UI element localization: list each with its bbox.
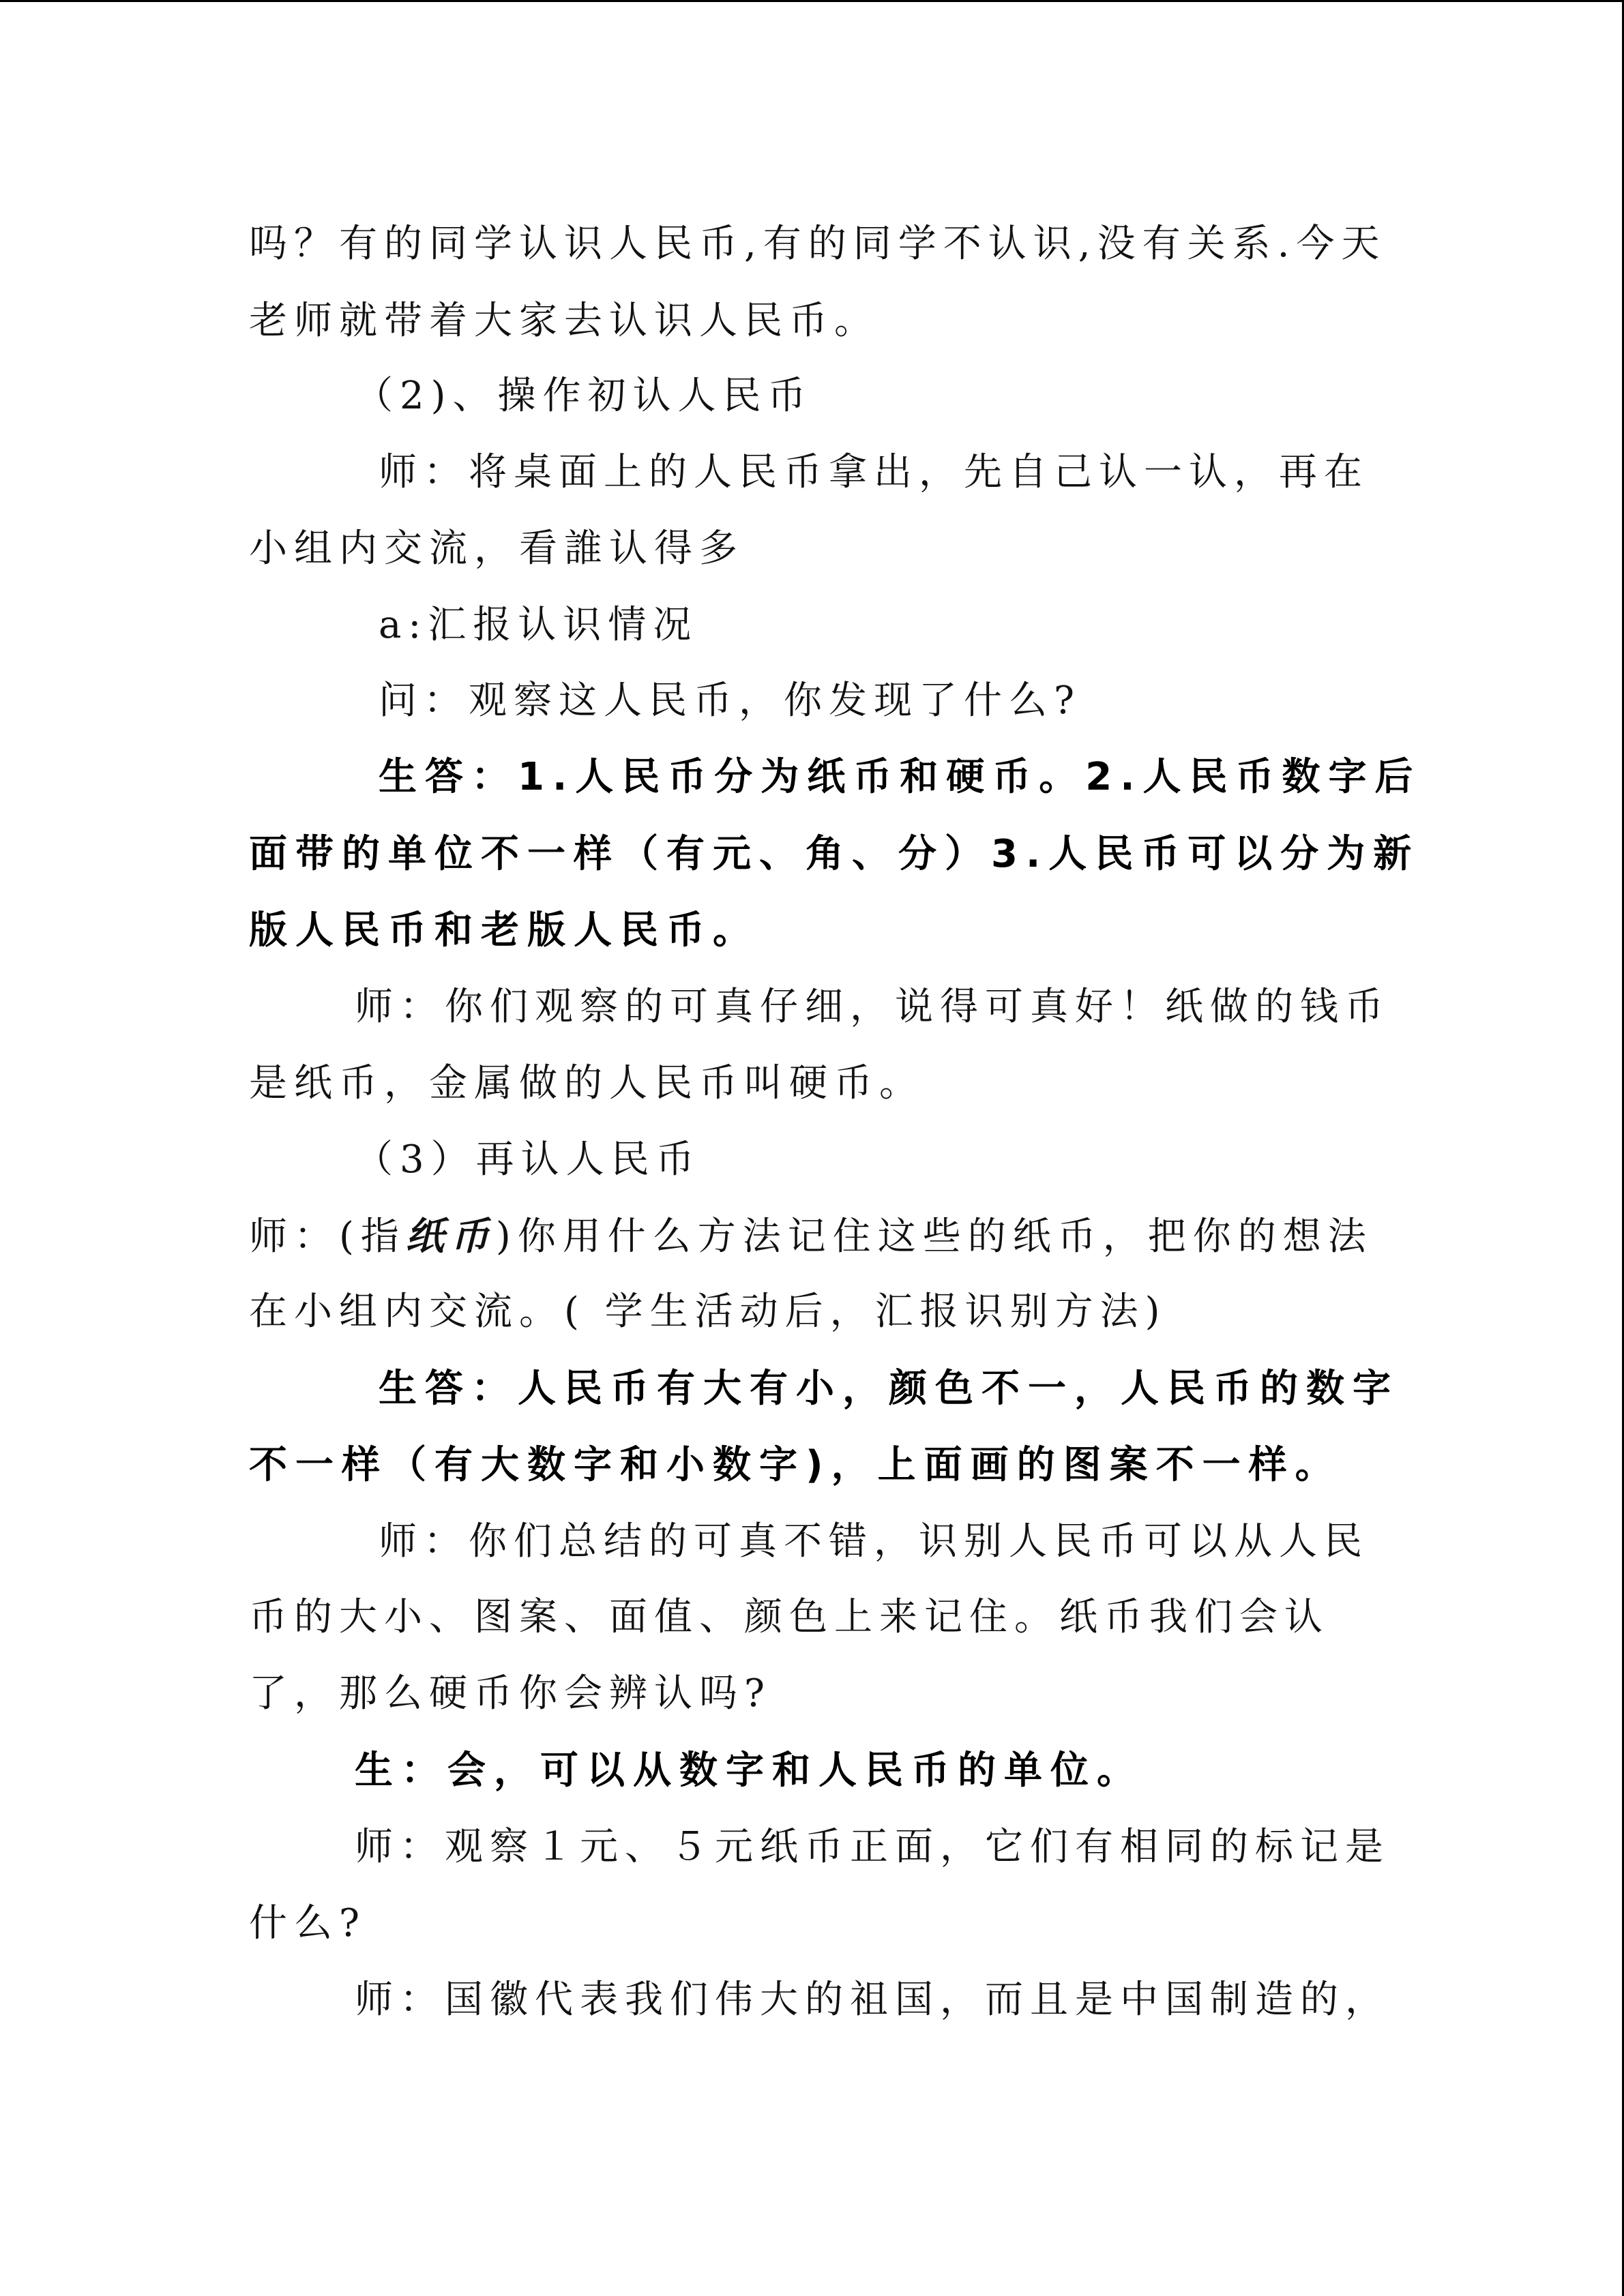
text-line: 是纸币，金属做的人民币叫硬币。 xyxy=(249,1061,924,1105)
text-segment: )你用什么方法记住这些的纸币，把你的想法 xyxy=(495,1214,1373,1259)
student-answer-line: 生：会，可以从数字和人民币的单位。 xyxy=(355,1748,1143,1793)
text-line: 在小组内交流。( 学生活动后，汇报识别方法) xyxy=(249,1289,1167,1334)
text-line: 老师就带着大家去认识人民币。 xyxy=(249,299,879,343)
text-line: 什么? xyxy=(249,1901,367,1945)
teacher-line: 师：你们总结的可真不错，识别人民币可以从人民 xyxy=(379,1519,1369,1564)
text-segment: 师：(指 xyxy=(249,1214,406,1259)
section-heading: （3）再认人民币 xyxy=(355,1137,701,1182)
text-line: 了，那么硬币你会辨认吗? xyxy=(249,1671,772,1716)
question-line: 问：观察这人民币，你发现了什么? xyxy=(379,679,1082,723)
student-answer-line: 版人民币和老版人民币。 xyxy=(249,908,759,953)
teacher-line: 师：你们观察的可真仔细，说得可真好！纸做的钱币 xyxy=(355,985,1390,1029)
section-heading: （2)、操作初认人民币 xyxy=(355,374,813,418)
student-answer-line: 面带的单位不一样（有元、角、分）3.人民币可以分为新 xyxy=(249,832,1420,876)
teacher-line xyxy=(249,1202,1408,1270)
text-line: 币的大小、图案、面值、颜色上来记住。纸币我们会认 xyxy=(249,1595,1329,1639)
teacher-line: 师：观察１元、５元纸币正面，它们有相同的标记是 xyxy=(355,1825,1390,1869)
student-answer-line: 生答：1.人民币分为纸币和硬币。2.人民币数字后 xyxy=(379,755,1421,799)
italic-text: 纸币 xyxy=(405,1214,496,1259)
student-answer-line: 生答：人民币有大有小，颜色不一，人民币的数字 xyxy=(379,1367,1399,1411)
text-line: 吗？有的同学认识人民币,有的同学不认识,没有关系.今天 xyxy=(249,222,1387,266)
text-line: 小组内交流，看誰认得多 xyxy=(249,526,744,571)
step-label: a:汇报认识情况 xyxy=(379,603,698,647)
teacher-line: 师：国徽代表我们伟大的祖国，而且是中国制造的， xyxy=(355,1978,1390,2022)
teacher-line: 师：将桌面上的人民币拿出，先自己认一认，再在 xyxy=(379,450,1369,494)
student-answer-line: 不一样（有大数字和小数字)，上面画的图案不一样。 xyxy=(249,1443,1342,1487)
